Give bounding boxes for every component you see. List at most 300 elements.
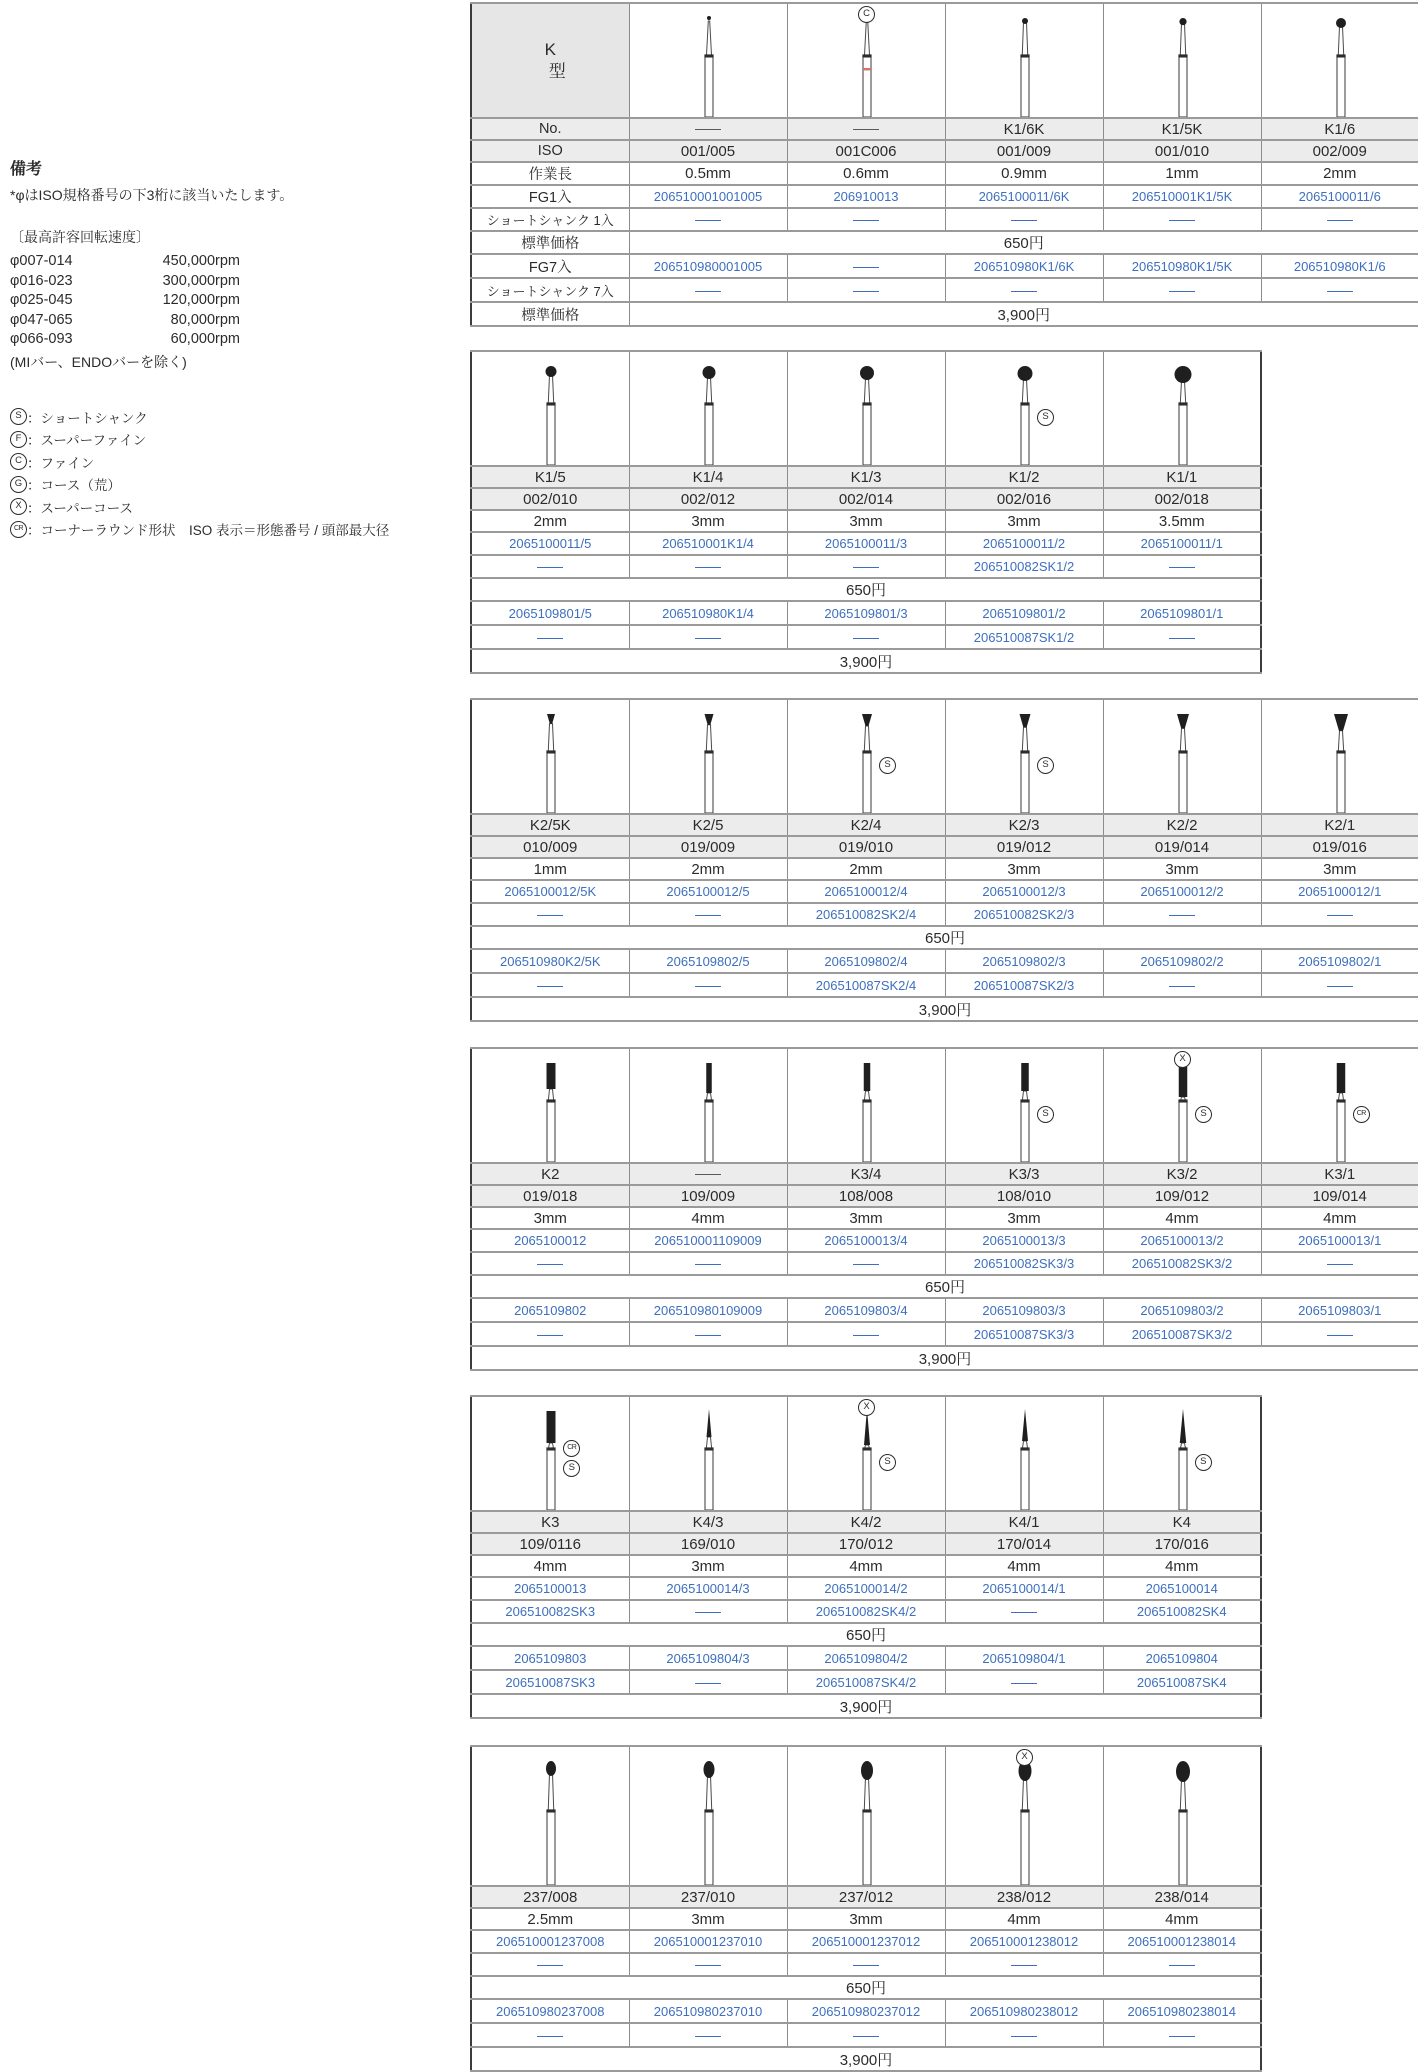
- fg7-code-cell[interactable]: 2065109803/1: [1261, 1298, 1418, 1322]
- short-shank-1-cell[interactable]: 206510082SK2/3: [945, 903, 1103, 926]
- short-shank-7-cell: [471, 625, 629, 649]
- bur-icon: [1104, 700, 1262, 813]
- working-length-cell: 3mm: [629, 1555, 787, 1577]
- fg1-code-cell[interactable]: 206510001K1/5K: [1103, 185, 1261, 208]
- short-shank-1-cell: [629, 1953, 787, 1976]
- fg7-code-cell[interactable]: 2065109802/5: [629, 949, 787, 973]
- fg1-code-cell[interactable]: 206510001001005: [629, 185, 787, 208]
- fg1-code-cell[interactable]: 2065100011/6K: [945, 185, 1103, 208]
- iso-cell: 237/008: [471, 1886, 629, 1908]
- price-1pack-cell: 650円: [629, 231, 1418, 254]
- speed-rpm: 60,000rpm: [170, 331, 240, 347]
- no-cell: K1/1: [1103, 466, 1261, 488]
- fg1-code-cell[interactable]: 206510001238012: [945, 1930, 1103, 1953]
- bur-image-cell: [1103, 699, 1261, 814]
- price-1pack-cell: 650円: [471, 578, 1261, 601]
- working-length-cell: 2.5mm: [471, 1908, 629, 1930]
- fg1-code-cell[interactable]: 206510001237012: [787, 1930, 945, 1953]
- legend-label: ： コーナーラウンド形状 ISO 表示＝形態番号 / 頭部最大径: [27, 519, 389, 539]
- short-shank-7-cell: [1103, 973, 1261, 997]
- short-shank-7-cell[interactable]: 206510087SK4/2: [787, 1670, 945, 1694]
- dash-placeholder: [1011, 1965, 1037, 1966]
- no-cell: K1/3: [787, 466, 945, 488]
- short-shank-mark-icon: S: [879, 757, 896, 774]
- bur-icon: [946, 700, 1104, 813]
- short-shank-7-cell: [629, 973, 787, 997]
- fg1-code-cell[interactable]: 2065100011/5: [471, 532, 629, 555]
- fg7-code-cell[interactable]: 2065109802: [471, 1298, 629, 1322]
- bur-image-cell: [1103, 1048, 1261, 1163]
- fg7-code-cell[interactable]: 206510980K1/4: [629, 601, 787, 625]
- legend-item: [10, 496, 360, 519]
- iso-cell: 237/010: [629, 1886, 787, 1908]
- remarks-title: 備考: [10, 161, 43, 178]
- no-cell: K4/2: [787, 1511, 945, 1533]
- table-k1: [470, 350, 1262, 674]
- bur-icon: [1262, 4, 1418, 117]
- no-cell: K2/3: [945, 814, 1103, 836]
- table-k4: [470, 1395, 1262, 1719]
- bur-icon: [472, 352, 629, 465]
- fg7-code-cell[interactable]: 206510980K1/6K: [945, 254, 1103, 278]
- fg7-code-cell[interactable]: 2065109803/2: [1103, 1298, 1261, 1322]
- dash-placeholder: [1169, 220, 1195, 221]
- iso-cell: 170/016: [1103, 1533, 1261, 1555]
- working-length-cell: 4mm: [1103, 1555, 1261, 1577]
- price-7pack-cell: 3,900円: [471, 2047, 1261, 2071]
- short-shank-7-cell: [945, 2023, 1103, 2047]
- no-cell: K3: [471, 1511, 629, 1533]
- dash-placeholder: [537, 1965, 563, 1966]
- fg7-code-cell[interactable]: 206510980001005: [629, 254, 787, 278]
- sidebar-notes: [10, 156, 390, 541]
- row-label-iso: ISO: [471, 140, 629, 162]
- working-length-cell: 3mm: [945, 858, 1103, 880]
- fg7-code-cell[interactable]: 206510980238012: [945, 1999, 1103, 2023]
- fg1-code-cell[interactable]: 2065100011/2: [945, 532, 1103, 555]
- no-cell: K4/1: [945, 1511, 1103, 1533]
- fg1-code-cell[interactable]: 206910013: [787, 185, 945, 208]
- bur-image-cell: [1103, 351, 1261, 466]
- bur-icon: [946, 1049, 1104, 1162]
- dash-placeholder: [537, 1264, 563, 1265]
- iso-cell: 002/018: [1103, 488, 1261, 510]
- iso-cell: 109/012: [1103, 1185, 1261, 1207]
- working-length-cell: 3mm: [787, 510, 945, 532]
- fg7-code-cell[interactable]: 206510980K1/5K: [1103, 254, 1261, 278]
- dash-placeholder: [537, 986, 563, 987]
- bur-icon: [630, 1049, 788, 1162]
- dash-placeholder: [695, 638, 721, 639]
- fg7-code-cell[interactable]: 2065109801/3: [787, 601, 945, 625]
- working-length-cell: 4mm: [1103, 1908, 1261, 1930]
- short-shank-7-cell[interactable]: 206510087SK2/3: [945, 973, 1103, 997]
- no-cell: [629, 1163, 787, 1185]
- short-shank-1-cell: [945, 208, 1103, 231]
- working-length-cell: 2mm: [1261, 162, 1418, 185]
- iso-cell: 002/014: [787, 488, 945, 510]
- fg7-code-cell[interactable]: 2065109804/1: [945, 1646, 1103, 1670]
- bur-image-cell: [471, 699, 629, 814]
- dash-placeholder: [1327, 220, 1353, 221]
- iso-cell: 019/018: [471, 1185, 629, 1207]
- dash-placeholder: [853, 291, 879, 292]
- short-shank-1-cell: [1103, 555, 1261, 578]
- fg1-code-cell[interactable]: 2065100013/3: [945, 1229, 1103, 1252]
- working-length-cell: 1mm: [1103, 162, 1261, 185]
- working-length-cell: 4mm: [629, 1207, 787, 1229]
- super-coarse-mark-icon: X: [1016, 1749, 1033, 1766]
- working-length-cell: 0.5mm: [629, 162, 787, 185]
- dash-placeholder: [1011, 1683, 1037, 1684]
- bur-icon: [630, 4, 788, 117]
- bur-icon: [472, 1049, 629, 1162]
- dash-placeholder: [1327, 1335, 1353, 1336]
- bur-image-cell: [1103, 1396, 1261, 1511]
- bur-image-cell: [629, 1396, 787, 1511]
- short-shank-7-cell: [629, 278, 787, 302]
- bur-image-cell: [629, 351, 787, 466]
- fg1-code-cell[interactable]: 206510001K1/4: [629, 532, 787, 555]
- bur-image-cell: [787, 1048, 945, 1163]
- short-shank-1-cell: [945, 1953, 1103, 1976]
- short-shank-7-cell: [1103, 278, 1261, 302]
- no-cell: K1/5: [471, 466, 629, 488]
- speed-range: φ066-093: [10, 331, 73, 347]
- fg7-code-cell[interactable]: 2065109804/3: [629, 1646, 787, 1670]
- short-shank-7-cell[interactable]: 206510087SK1/2: [945, 625, 1103, 649]
- bur-image-cell: [787, 1746, 945, 1886]
- speed-rpm: 450,000rpm: [162, 253, 240, 269]
- legend-item: [10, 473, 360, 496]
- no-cell: K3/3: [945, 1163, 1103, 1185]
- no-cell: K1/4: [629, 466, 787, 488]
- iso-cell: 169/010: [629, 1533, 787, 1555]
- bur-image-cell: [787, 1396, 945, 1511]
- row-label-no: No.: [471, 118, 629, 140]
- iso-cell: 010/009: [471, 836, 629, 858]
- fg1-code-cell[interactable]: 2065100013: [471, 1577, 629, 1600]
- fg1-code-cell[interactable]: 206510001237008: [471, 1930, 629, 1953]
- fg7-code-cell[interactable]: 2065109802/1: [1261, 949, 1418, 973]
- iso-cell: 001/005: [629, 140, 787, 162]
- dash-placeholder: [1327, 1264, 1353, 1265]
- price-1pack-cell: 650円: [471, 1623, 1261, 1646]
- bur-icon: [630, 1397, 788, 1510]
- short-shank-1-cell[interactable]: 206510082SK4: [1103, 1600, 1261, 1623]
- short-shank-1-cell: [629, 208, 787, 231]
- fg7-code-cell[interactable]: 2065109803/3: [945, 1298, 1103, 1322]
- short-shank-mark-icon: S: [1195, 1106, 1212, 1123]
- working-length-cell: 4mm: [1261, 1207, 1418, 1229]
- fg1-code-cell[interactable]: 2065100011/1: [1103, 532, 1261, 555]
- bur-icon: [788, 1049, 946, 1162]
- short-shank-7-cell: [629, 1670, 787, 1694]
- working-length-cell: 4mm: [471, 1555, 629, 1577]
- dash-placeholder: [695, 291, 721, 292]
- price-1pack-cell: 650円: [471, 1275, 1418, 1298]
- short-shank-7-cell[interactable]: 206510087SK2/4: [787, 973, 945, 997]
- bur-image-cell: [629, 1048, 787, 1163]
- iso-cell: 019/009: [629, 836, 787, 858]
- speed-range: φ025-045: [10, 292, 73, 308]
- no-cell: K2/1: [1261, 814, 1418, 836]
- dash-placeholder: [1169, 915, 1195, 916]
- dash-placeholder: [537, 915, 563, 916]
- fg7-code-cell[interactable]: 206510980K1/6: [1261, 254, 1418, 278]
- no-cell: K2/5K: [471, 814, 629, 836]
- fg1-code-cell[interactable]: 2065100014: [1103, 1577, 1261, 1600]
- bur-image-cell: [945, 1048, 1103, 1163]
- dash-placeholder: [695, 1683, 721, 1684]
- bur-image-cell: [1103, 3, 1261, 118]
- short-shank-mark-icon: S: [1037, 1106, 1054, 1123]
- short-shank-1-cell[interactable]: 206510082SK3/2: [1103, 1252, 1261, 1275]
- short-shank-7-cell[interactable]: 206510087SK3/3: [945, 1322, 1103, 1346]
- short-shank-mark-icon: S: [1037, 409, 1054, 426]
- no-cell: K2/5: [629, 814, 787, 836]
- working-length-cell: 3.5mm: [1103, 510, 1261, 532]
- fg1-code-cell[interactable]: 2065100013/1: [1261, 1229, 1418, 1252]
- speed-rpm: 120,000rpm: [162, 292, 240, 308]
- bur-icon: [1104, 1747, 1262, 1885]
- iso-cell: 109/0116: [471, 1533, 629, 1555]
- short-shank-1-cell[interactable]: 206510082SK3: [471, 1600, 629, 1623]
- no-cell: K2/4: [787, 814, 945, 836]
- fg1-code-cell[interactable]: 2065100011/3: [787, 532, 945, 555]
- working-length-cell: 4mm: [1103, 1207, 1261, 1229]
- no-cell: K1/5K: [1103, 118, 1261, 140]
- dash-placeholder: [1327, 986, 1353, 987]
- short-shank-7-cell: [787, 625, 945, 649]
- iso-cell: 170/012: [787, 1533, 945, 1555]
- bur-icon: [1104, 352, 1262, 465]
- speed-range: φ007-014: [10, 253, 73, 269]
- bur-image-cell: [787, 699, 945, 814]
- no-cell: [787, 118, 945, 140]
- bur-image-cell: [945, 3, 1103, 118]
- working-length-cell: 3mm: [471, 1207, 629, 1229]
- speed-range: φ047-065: [10, 311, 73, 328]
- working-length-cell: 3mm: [629, 1908, 787, 1930]
- fg1-code-cell[interactable]: 2065100012/1: [1261, 880, 1418, 903]
- dash-placeholder: [1327, 915, 1353, 916]
- fg7-code-cell[interactable]: 2065109804: [1103, 1646, 1261, 1670]
- dash-placeholder: [853, 1264, 879, 1265]
- fg1-code-cell[interactable]: 2065100014/1: [945, 1577, 1103, 1600]
- fg1-code-cell[interactable]: 2065100012: [471, 1229, 629, 1252]
- super-coarse-mark-icon: X: [858, 1399, 875, 1416]
- legend-item: [10, 518, 390, 541]
- dash-placeholder: [537, 1335, 563, 1336]
- fg1-code-cell[interactable]: 2065100013/2: [1103, 1229, 1261, 1252]
- dash-placeholder: [695, 1335, 721, 1336]
- fg1-code-cell[interactable]: 206510001109009: [629, 1229, 787, 1252]
- bur-icon: [788, 1747, 946, 1885]
- short-shank-1-cell: [629, 1252, 787, 1275]
- short-shank-icon: S: [10, 408, 27, 425]
- dash-placeholder: [1169, 291, 1195, 292]
- bur-image-cell: [787, 351, 945, 466]
- row-label-working-length: 作業長: [471, 162, 629, 185]
- iso-cell: 019/016: [1261, 836, 1418, 858]
- dash-placeholder: [853, 129, 879, 130]
- short-shank-1-cell[interactable]: 206510082SK4/2: [787, 1600, 945, 1623]
- working-length-cell: 3mm: [787, 1908, 945, 1930]
- short-shank-7-cell: [1261, 1322, 1418, 1346]
- dash-placeholder: [853, 1335, 879, 1336]
- speed-row: [10, 311, 240, 331]
- price-7pack-cell: 3,900円: [471, 1694, 1261, 1718]
- iso-cell: 019/012: [945, 836, 1103, 858]
- working-length-cell: 3mm: [1103, 858, 1261, 880]
- price-1pack-cell: 650円: [471, 1976, 1261, 1999]
- legend-label: ： コース（荒）: [27, 474, 121, 494]
- fg7-code-cell[interactable]: 2065109802/4: [787, 949, 945, 973]
- fg7-code-cell[interactable]: 2065109801/5: [471, 601, 629, 625]
- working-length-cell: 0.9mm: [945, 162, 1103, 185]
- short-shank-7-cell[interactable]: 206510087SK3/2: [1103, 1322, 1261, 1346]
- short-shank-1-cell: [629, 555, 787, 578]
- dash-placeholder: [1011, 291, 1037, 292]
- legend-label: ： スーパーファイン: [27, 429, 146, 449]
- fine-icon: C: [10, 453, 27, 470]
- dash-placeholder: [1169, 2036, 1195, 2037]
- bur-icon: [630, 352, 788, 465]
- fg1-code-cell[interactable]: 2065100014/2: [787, 1577, 945, 1600]
- bur-image-cell: [945, 699, 1103, 814]
- dash-placeholder: [853, 638, 879, 639]
- short-shank-mark-icon: S: [1037, 757, 1054, 774]
- iso-cell: 237/012: [787, 1886, 945, 1908]
- speed-range: φ016-023: [10, 272, 73, 289]
- fg1-code-cell[interactable]: 2065100012/3: [945, 880, 1103, 903]
- legend-label: ： スーパーコース: [27, 497, 133, 517]
- short-shank-7-cell: [629, 1322, 787, 1346]
- fg7-code-cell[interactable]: 206510980237012: [787, 1999, 945, 2023]
- k-type-header: K 型: [471, 3, 629, 118]
- dash-placeholder: [537, 2036, 563, 2037]
- fg7-code-cell[interactable]: 2065109802/2: [1103, 949, 1261, 973]
- short-shank-1-cell: [787, 1252, 945, 1275]
- iso-cell: 002/010: [471, 488, 629, 510]
- speed-row: [10, 252, 240, 272]
- price-1pack-cell: 650円: [471, 926, 1418, 949]
- fg7-code-cell[interactable]: 206510980238014: [1103, 1999, 1261, 2023]
- row-label-price: 標準価格: [471, 231, 629, 254]
- speed-row: [10, 291, 240, 311]
- short-shank-1-cell: [1261, 903, 1418, 926]
- dash-placeholder: [1327, 291, 1353, 292]
- iso-cell: 002/012: [629, 488, 787, 510]
- fg7-code-cell[interactable]: 206510980K2/5K: [471, 949, 629, 973]
- bur-icon: [1262, 700, 1418, 813]
- short-shank-7-cell: [945, 1670, 1103, 1694]
- dash-placeholder: [853, 567, 879, 568]
- table-k2: [470, 698, 1418, 1022]
- fg7-code-cell[interactable]: 2065109801/2: [945, 601, 1103, 625]
- fg7-code-cell[interactable]: 206510980237010: [629, 1999, 787, 2023]
- bur-image-cell: [471, 1048, 629, 1163]
- symbol-legend: [10, 406, 390, 541]
- fg7-code-cell[interactable]: 206510980109009: [629, 1298, 787, 1322]
- fg1-code-cell[interactable]: 206510001237010: [629, 1930, 787, 1953]
- no-cell: K3/4: [787, 1163, 945, 1185]
- short-shank-1-cell: [629, 903, 787, 926]
- short-shank-1-cell: [1261, 208, 1418, 231]
- dash-placeholder: [853, 1965, 879, 1966]
- short-shank-1-cell: [629, 1600, 787, 1623]
- bur-icon: [630, 1747, 788, 1885]
- fg7-code-cell[interactable]: 2065109803/4: [787, 1298, 945, 1322]
- fg1-code-cell[interactable]: 2065100012/4: [787, 880, 945, 903]
- bur-icon: [1104, 4, 1262, 117]
- short-shank-1-cell[interactable]: 206510082SK3/3: [945, 1252, 1103, 1275]
- short-shank-1-cell: [945, 1600, 1103, 1623]
- short-shank-7-cell: [1103, 2023, 1261, 2047]
- legend-label: ： ショートシャンク: [27, 407, 148, 427]
- working-length-cell: 4mm: [945, 1555, 1103, 1577]
- working-length-cell: 0.6mm: [787, 162, 945, 185]
- bur-icon: [1262, 1049, 1418, 1162]
- iso-cell: 109/014: [1261, 1185, 1418, 1207]
- short-shank-1-cell: [1103, 208, 1261, 231]
- working-length-cell: 4mm: [787, 1555, 945, 1577]
- fg1-code-cell[interactable]: 2065100012/5: [629, 880, 787, 903]
- short-shank-1-cell: [787, 1953, 945, 1976]
- fg1-code-cell[interactable]: 2065100014/3: [629, 1577, 787, 1600]
- price-7pack-cell: 3,900円: [471, 997, 1418, 1021]
- price-7pack-cell: 3,900円: [471, 649, 1261, 673]
- iso-cell: 238/012: [945, 1886, 1103, 1908]
- fg7-code-cell[interactable]: 206510980237008: [471, 1999, 629, 2023]
- row-label-short-shank-1: ショートシャンク 1入: [471, 208, 629, 231]
- short-shank-7-cell: [629, 625, 787, 649]
- bur-icon: [788, 700, 946, 813]
- dash-placeholder: [1011, 220, 1037, 221]
- short-shank-1-cell[interactable]: 206510082SK1/2: [945, 555, 1103, 578]
- working-length-cell: 3mm: [787, 1207, 945, 1229]
- bur-image-cell: [945, 1396, 1103, 1511]
- working-length-cell: 3mm: [629, 510, 787, 532]
- fg1-code-cell[interactable]: 2065100013/4: [787, 1229, 945, 1252]
- fg7-code-cell[interactable]: 2065109801/1: [1103, 601, 1261, 625]
- iso-cell: 170/014: [945, 1533, 1103, 1555]
- corner-round-mark-icon: CR: [563, 1440, 580, 1457]
- super-fine-icon: F: [10, 431, 27, 448]
- fg7-code-cell[interactable]: 2065109804/2: [787, 1646, 945, 1670]
- no-cell: K3/2: [1103, 1163, 1261, 1185]
- fg7-code-cell[interactable]: 2065109802/3: [945, 949, 1103, 973]
- fg1-code-cell[interactable]: 2065100012/5K: [471, 880, 629, 903]
- bur-icon: [472, 1397, 629, 1510]
- dash-placeholder: [695, 220, 721, 221]
- short-shank-7-cell: [1261, 278, 1418, 302]
- fg1-code-cell[interactable]: 206510001238014: [1103, 1930, 1261, 1953]
- short-shank-1-cell: [1103, 903, 1261, 926]
- fg1-code-cell[interactable]: 2065100012/2: [1103, 880, 1261, 903]
- working-length-cell: 3mm: [945, 510, 1103, 532]
- short-shank-7-cell[interactable]: 206510087SK3: [471, 1670, 629, 1694]
- dash-placeholder: [695, 1174, 721, 1175]
- iso-cell: 108/010: [945, 1185, 1103, 1207]
- dash-placeholder: [1169, 567, 1195, 568]
- row-label-price: 標準価格: [471, 302, 629, 326]
- fg1-code-cell[interactable]: 2065100011/6: [1261, 185, 1418, 208]
- fg7-code-cell[interactable]: 2065109803: [471, 1646, 629, 1670]
- short-shank-7-cell[interactable]: 206510087SK4: [1103, 1670, 1261, 1694]
- short-shank-1-cell[interactable]: 206510082SK2/4: [787, 903, 945, 926]
